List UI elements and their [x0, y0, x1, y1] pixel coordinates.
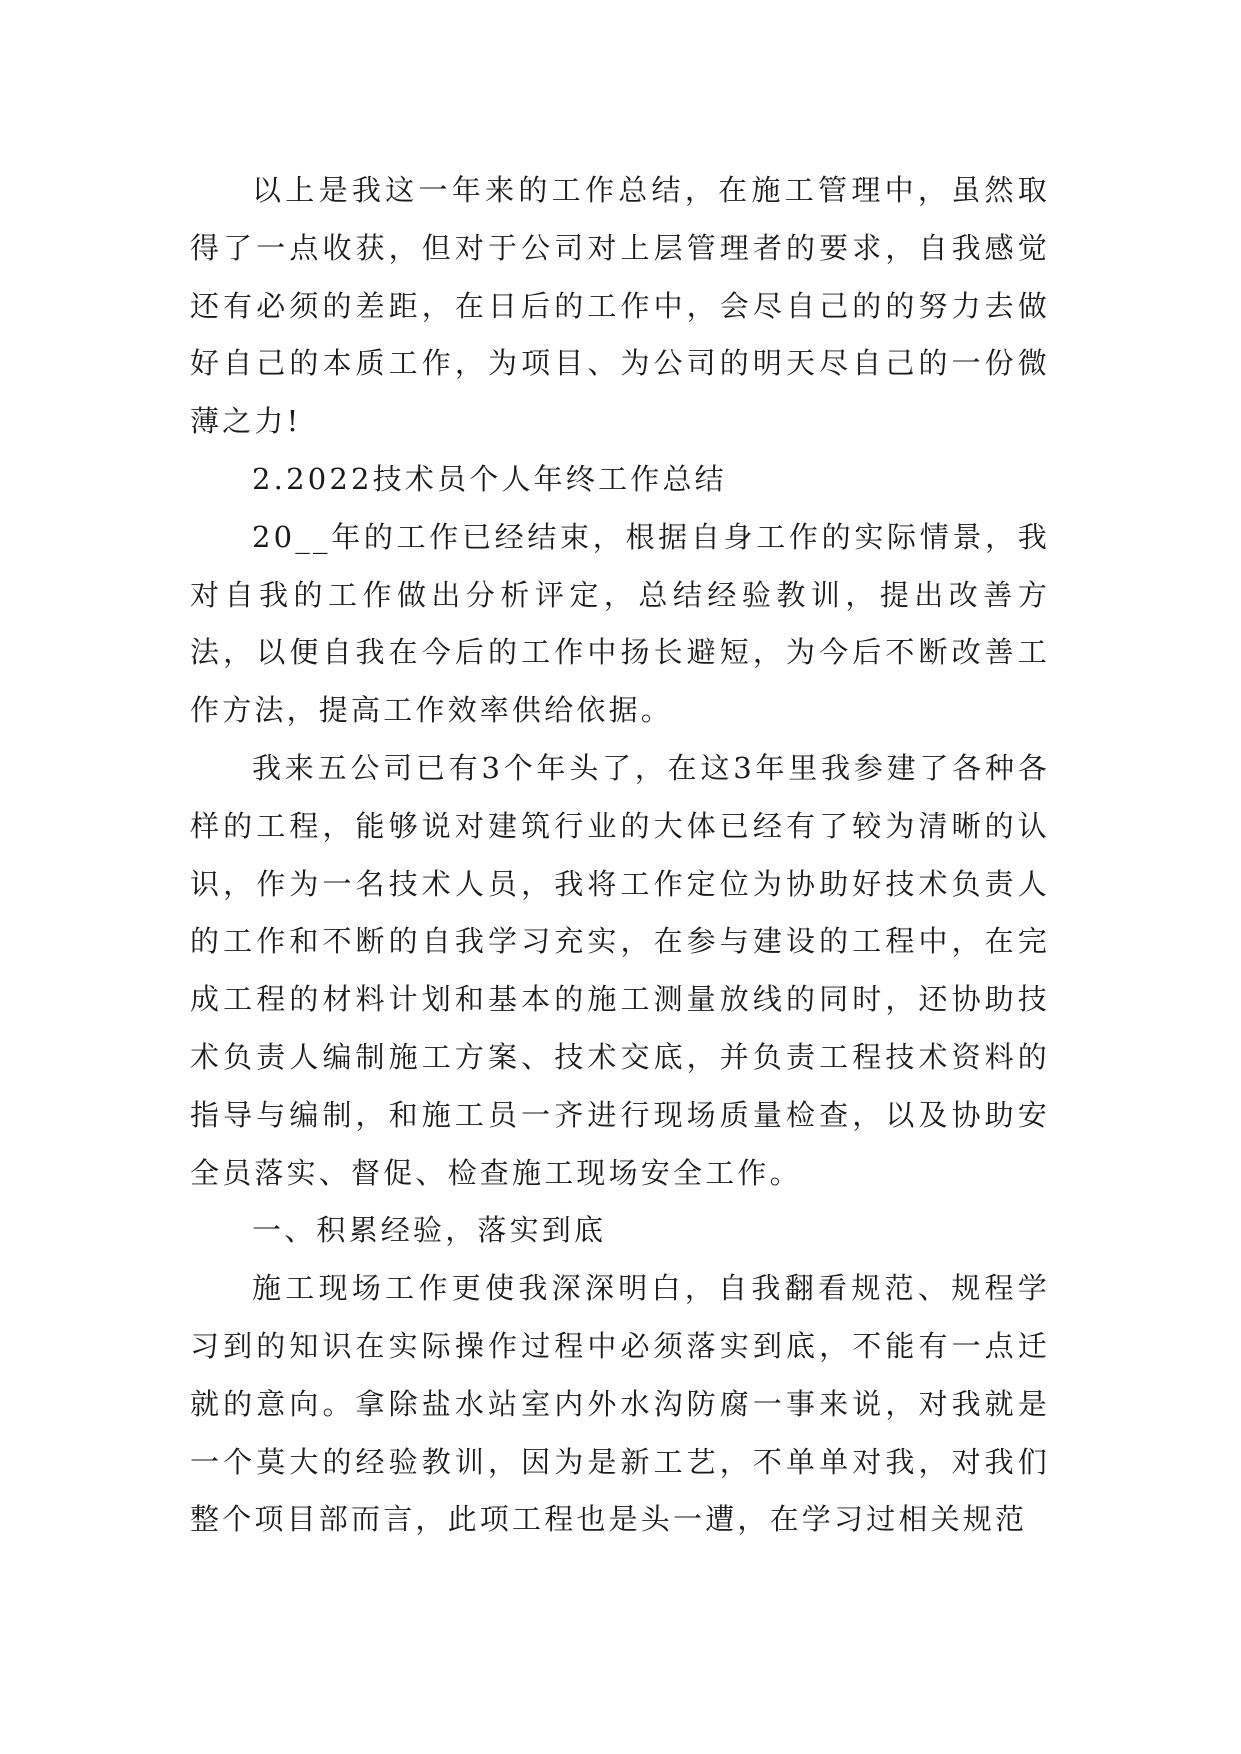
paragraph-site-work: 施工现场工作更使我深深明白，自我翻看规范、规程学习到的知识在实际操作过程中必须落实到底，不能有一点迁就的意向。拿除盐水站室内外水沟防腐一事来说，对我就是一个莫大的经验教训，因为是新工艺，不单单对我，对我们整个项目部而言，此项工程也是头一遭，在学习过相关规范: [190, 1271, 1050, 1537]
document-body: [190, 162, 1050, 1549]
section-title: 2.2022技术员个人年终工作总结: [252, 461, 727, 496]
paragraph-conclusion: 以上是我这一年来的工作总结，在施工管理中，虽然取得了一点收获，但对于公司对上层管理者的要求，自我感觉还有必须的差距，在日后的工作中，会尽自己的的努力去做好自己的本质工作，为项目、为公司的明天尽自己的一份微薄之力!: [190, 173, 1050, 439]
paragraph-intro: 20__年的工作已经结束，根据自身工作的实际情景，我对自我的工作做出分析评定，总结经验教训，提出改善方法，以便自我在今后的工作中扬长避短，为今后不断改善工作方法，提高工作效率供给依据。: [190, 519, 1050, 728]
subsection-heading: 一、积累经验，落实到底: [252, 1213, 607, 1248]
paragraph-experience: 我来五公司已有3个年头了，在这3年里我参建了各种各样的工程，能够说对建筑行业的大体已经有了较为清晰的认识，作为一名技术人员，我将工作定位为协助好技术负责人的工作和不断的自我学习充实，在参与建设的工程中，在完成工程的材料计划和基本的施工测量放线的同时，还协助技术负责人编制施工方案、技术交底，并负责工程技术资料的指导与编制，和施工员一齐进行现场质量检查，以及协助安全员落实、督促、检查施工现场安全工作。: [190, 750, 1050, 1190]
